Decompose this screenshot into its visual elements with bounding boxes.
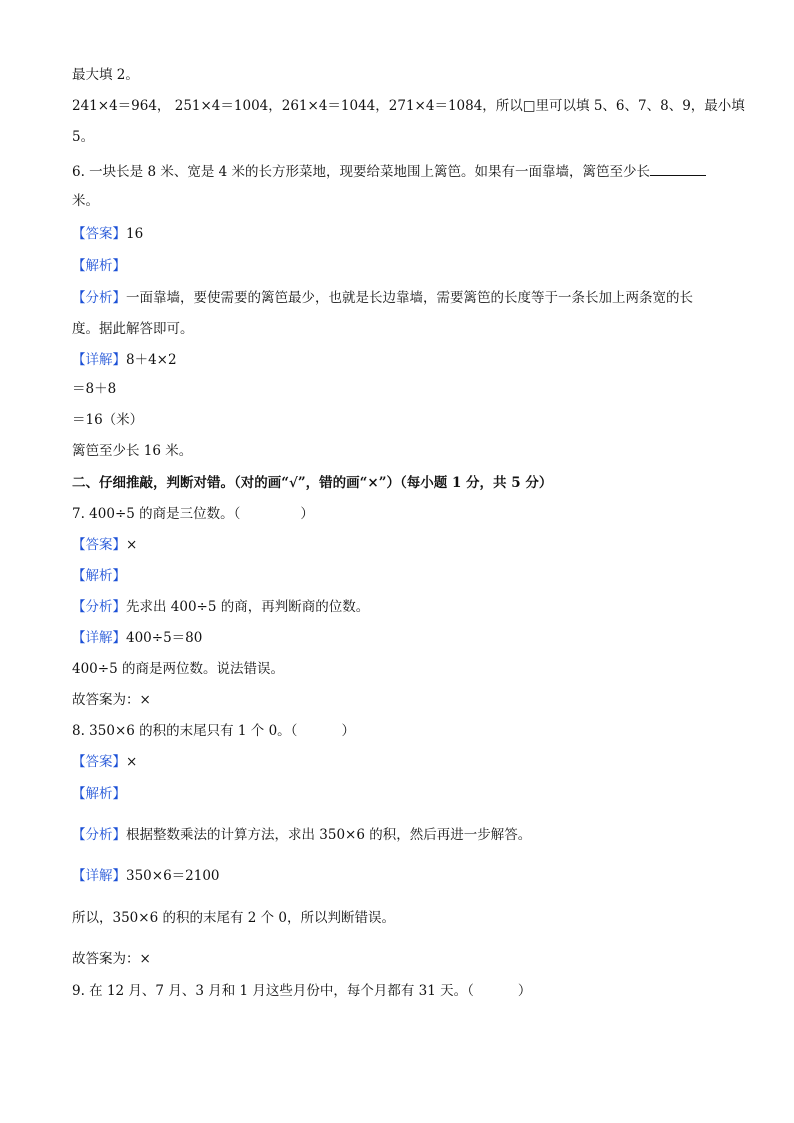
analysis-text: 先求出 400÷5 的商，再判断商的位数。 [126, 599, 370, 615]
detail-text: 8＋4×2 [126, 352, 177, 368]
question-6-text: 6. 一块长是 8 米、宽是 4 米的长方形菜地，现要给菜地围上篱笆。如果有一面靠墙，篱笆至少长 [72, 164, 651, 180]
section-heading: 二、仔细推敲，判断对错。（对的画“√”，错的画“×”）（每小题 1 分，共 5 分） [72, 475, 553, 491]
text-line-2: 241×4＝964， 251×4＝1004，261×4＝1044，271×4＝1084，所以□里可以填 5、6、7、8、9，最小填 [72, 98, 745, 114]
question-7-text: 7. 400÷5 的商是三位数。（ [72, 506, 241, 522]
analysis-line-q7 [72, 598, 369, 616]
detail-text: 400÷5＝80 [126, 630, 203, 646]
text-line-3: 5。 [72, 129, 95, 145]
detail-tag: 【详解】 [72, 868, 126, 884]
conclusion-q6: 篱笆至少长 16 米。 [72, 443, 193, 459]
final-answer-q7: 故答案为：× [72, 692, 151, 708]
explanation-q8: 所以，350×6 的积的末尾有 2 个 0，所以判断错误。 [72, 910, 396, 926]
paren-close: ） [517, 983, 532, 999]
answer-line-q8 [72, 753, 137, 771]
calc-step-1: ＝8＋8 [72, 381, 117, 397]
answer-tag: 【答案】 [72, 537, 126, 553]
text-line-1: 最大填 2。 [72, 67, 139, 83]
question-9 [72, 982, 531, 1000]
explanation-q7: 400÷5 的商是两位数。说法错误。 [72, 661, 284, 677]
analysis-cont-q6: 度。据此解答即可。 [72, 321, 194, 337]
analysis-tag-q7 [72, 567, 126, 585]
analysis-text: 一面靠墙，要使需要的篱笆最少，也就是长边靠墙，需要篱笆的长度等于一条长加上两条宽的长 [126, 290, 693, 306]
answer-tag: 【答案】 [72, 226, 126, 242]
analysis-subtag: 【分析】 [72, 827, 126, 843]
answer-tag: 【答案】 [72, 754, 126, 770]
detail-line-q8 [72, 867, 220, 885]
analysis-tag: 【解析】 [72, 258, 126, 274]
analysis-subtag: 【分析】 [72, 599, 126, 615]
answer-value: 16 [126, 226, 144, 242]
question-8-text: 8. 350×6 的积的末尾只有 1 个 0。（ [72, 723, 298, 739]
paren-close: ） [300, 506, 314, 522]
question-9-text: 9. 在 12 月、7 月、3 月和 1 月这些月份中，每个月都有 31 天。（ [72, 983, 474, 999]
detail-line-q7 [72, 629, 202, 647]
analysis-text: 根据整数乘法的计算方法，求出 350×6 的积，然后再进一步解答。 [126, 827, 532, 843]
analysis-line-q8 [72, 826, 531, 844]
analysis-line-q6 [72, 289, 693, 307]
paren-close: ） [341, 723, 355, 739]
analysis-tag-q6 [72, 257, 126, 275]
answer-line-q7 [72, 536, 137, 554]
analysis-tag-q8 [72, 785, 126, 803]
answer-line-q6 [72, 225, 143, 243]
analysis-tag: 【解析】 [72, 568, 126, 584]
question-8 [72, 722, 355, 740]
analysis-tag: 【解析】 [72, 786, 126, 802]
detail-tag: 【详解】 [72, 630, 126, 646]
calc-step-2: ＝16（米） [72, 412, 144, 428]
final-answer-q8: 故答案为：× [72, 951, 151, 967]
detail-tag: 【详解】 [72, 352, 126, 368]
detail-text: 350×6＝2100 [126, 868, 220, 884]
answer-value: × [126, 537, 138, 553]
detail-line-q6 [72, 351, 177, 369]
question-6-unit: 米。 [72, 193, 99, 209]
answer-value: × [126, 754, 138, 770]
analysis-subtag: 【分析】 [72, 290, 126, 306]
question-6 [72, 163, 706, 181]
question-7 [72, 505, 314, 523]
answer-blank [650, 163, 706, 176]
